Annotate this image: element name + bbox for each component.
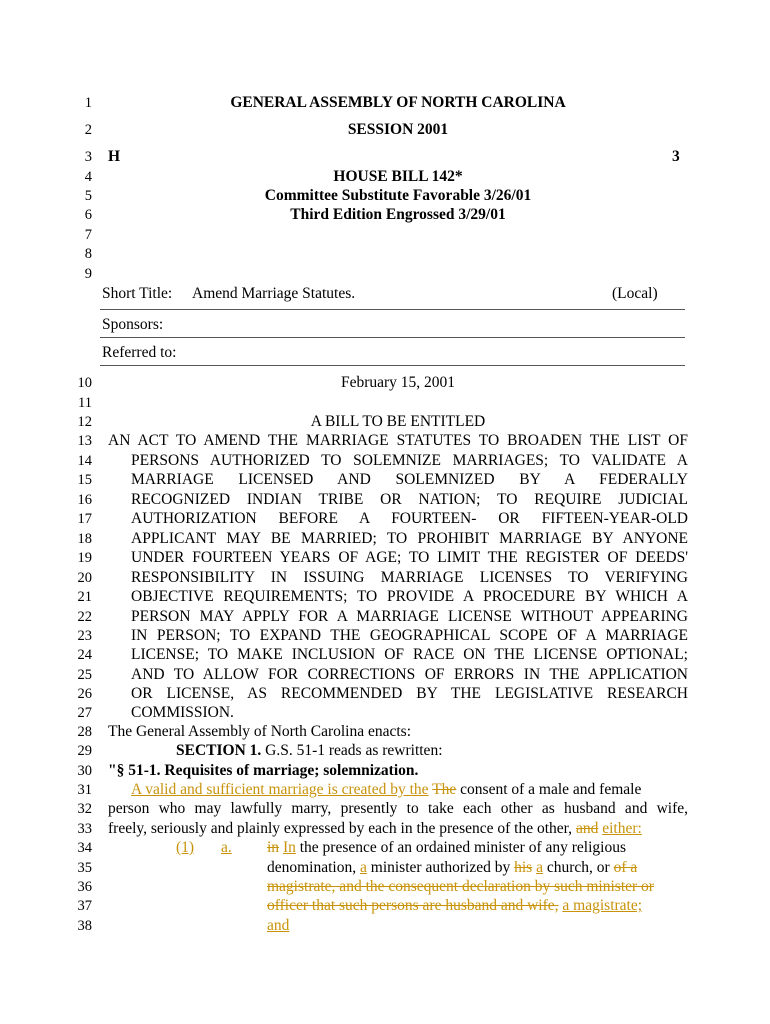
act-title-line: PERSONS AUTHORIZED TO SOLEMNIZE MARRIAGES; TO VALIDATE A	[131, 452, 688, 469]
line-number: 10	[77, 375, 92, 391]
line-number: 12	[77, 414, 92, 430]
statute-text: church, or	[546, 859, 610, 876]
inserted-text: a	[360, 859, 367, 876]
section-1	[176, 742, 443, 760]
statute-line-35	[267, 859, 637, 877]
inserted-text: In	[282, 839, 296, 856]
committee-substitute: Committee Substitute Favorable 3/26/01	[264, 187, 532, 204]
statute-line-38	[267, 917, 289, 935]
act-title-line: AUTHORIZATION BEFORE A FOURTEEN- OR FIFTEEN-YEAR-OLD	[131, 510, 688, 527]
section-text: G.S. 51-1 reads as rewritten:	[265, 742, 443, 759]
act-title-last: COMMISSION.	[131, 704, 234, 721]
line-number: 35	[77, 860, 92, 876]
act-title-line: UNDER FOURTEEN YEARS OF AGE; TO LIMIT THE REGISTER OF DEEDS'	[131, 549, 688, 566]
line-number: 27	[77, 705, 92, 721]
line-number: 29	[77, 743, 92, 759]
deleted-text: his	[514, 859, 533, 876]
local-tag: (Local)	[612, 285, 658, 302]
line-number: 23	[77, 628, 92, 644]
line-number: 19	[77, 550, 92, 566]
page-number: 3	[672, 148, 680, 165]
referred-label: Referred to:	[102, 344, 177, 361]
deleted-text: officer that such persons are husband and wife,	[267, 897, 559, 914]
act-title-line: AN ACT TO AMEND THE MARRIAGE STATUTES TO BROADEN THE LIST OF	[108, 432, 688, 449]
line-number: 21	[77, 589, 92, 605]
statute-text: the presence of an ordained minister of any religious	[299, 839, 626, 856]
statute-line-32: person who may lawfully marry, presently to take each other as husband and wife,	[108, 800, 688, 817]
statute-text: denomination,	[267, 859, 357, 876]
divider	[100, 337, 685, 338]
line-number: 3	[84, 149, 92, 165]
deleted-text: magistrate, and the consequent declaration by such minister or	[267, 878, 654, 895]
act-title-line: AND TO ALLOW FOR CORRECTIONS OF ERRORS IN THE APPLICATION	[131, 666, 688, 683]
act-title-line: RECOGNIZED INDIAN TRIBE OR NATION; TO REQUIRE JUDICIAL	[131, 491, 688, 508]
open-quote: "	[108, 762, 117, 779]
line-number: 7	[84, 227, 92, 243]
line-number: 1	[84, 95, 92, 111]
statute-heading	[108, 762, 418, 780]
line-number: 38	[77, 918, 92, 934]
statute-text: consent of a male and female	[460, 781, 642, 798]
line-number: 36	[77, 879, 92, 895]
inserted-text: and	[267, 917, 290, 934]
line-number: 9	[84, 266, 92, 282]
line-number: 4	[84, 169, 92, 185]
line-number: 24	[77, 647, 92, 663]
statute-line-31	[131, 781, 641, 799]
line-number: 25	[77, 667, 92, 683]
inserted-text: A valid and sufficient marriage is created by the	[131, 781, 429, 798]
short-title-label: Short Title:	[102, 285, 173, 302]
statute-title: § 51-1. Requisites of marriage; solemnization.	[116, 762, 419, 779]
divider	[100, 365, 685, 366]
section-label: SECTION 1.	[176, 742, 262, 759]
sub-item-letter: a.	[221, 839, 232, 856]
line-number: 14	[77, 453, 92, 469]
line-number: 20	[77, 570, 92, 586]
statute-line-36	[267, 878, 654, 896]
divider	[100, 309, 685, 310]
assembly-title: GENERAL ASSEMBLY OF NORTH CAROLINA	[230, 94, 566, 111]
deleted-text: and	[575, 820, 599, 837]
deleted-text: of a	[613, 859, 638, 876]
deleted-text: in	[267, 839, 280, 856]
inserted-text: a	[536, 859, 543, 876]
statute-line-33	[108, 820, 642, 838]
act-title-line: LICENSE; TO MAKE INCLUSION OF RACE ON THE LICENSE OPTIONAL;	[131, 646, 688, 663]
line-number: 26	[77, 686, 92, 702]
act-title-line: IN PERSON; TO EXPAND THE GEOGRAPHICAL SCOPE OF A MARRIAGE	[131, 627, 688, 644]
line-number: 6	[84, 207, 92, 223]
enacting-clause: The General Assembly of North Carolina enacts:	[108, 723, 412, 740]
statute-text: minister authorized by	[370, 859, 511, 876]
session-title: SESSION 2001	[347, 121, 449, 138]
statute-line-37	[267, 897, 642, 915]
line-number: 28	[77, 724, 92, 740]
line-number: 22	[77, 609, 92, 625]
inserted-text: either:	[602, 820, 642, 837]
line-number: 18	[77, 531, 92, 547]
bill-date: February 15, 2001	[340, 374, 456, 391]
line-number: 30	[77, 763, 92, 779]
deleted-text: The	[432, 781, 457, 798]
line-number: 11	[78, 395, 92, 411]
act-title-line: APPLICANT MAY BE MARRIED; TO PROHIBIT MARRIAGE BY ANYONE	[131, 530, 688, 547]
line-number: 2	[84, 122, 92, 138]
line-number: 31	[77, 782, 92, 798]
inserted-text: a magistrate;	[562, 897, 643, 914]
line-number: 17	[77, 511, 92, 527]
line-number: 37	[77, 898, 92, 914]
chamber-letter: H	[108, 148, 121, 165]
line-number: 15	[77, 472, 92, 488]
line-number: 33	[77, 821, 92, 837]
short-title-value: Amend Marriage Statutes.	[192, 285, 356, 302]
line-number: 13	[77, 433, 92, 449]
act-title-line: MARRIAGE LICENSED AND SOLEMNIZED BY A FEDERALLY	[131, 471, 688, 488]
sponsors-label: Sponsors:	[102, 316, 164, 333]
line-number: 8	[84, 246, 92, 262]
act-title-line: PERSON MAY APPLY FOR A MARRIAGE LICENSE WITHOUT APPEARING	[131, 608, 688, 625]
bill-heading: A BILL TO BE ENTITLED	[310, 413, 486, 430]
line-number: 32	[77, 801, 92, 817]
line-number: 16	[77, 492, 92, 508]
bill-number: HOUSE BILL 142*	[333, 168, 463, 185]
act-title-line: OBJECTIVE REQUIREMENTS; TO PROVIDE A PROCEDURE BY WHICH A	[131, 588, 688, 605]
line-number: 34	[77, 840, 92, 856]
act-title-line: RESPONSIBILITY IN ISSUING MARRIAGE LICENSES TO VERIFYING	[131, 569, 688, 586]
subdivision-number: (1)	[176, 839, 195, 856]
edition-line: Third Edition Engrossed 3/29/01	[290, 206, 506, 223]
statute-line-34	[267, 839, 626, 857]
line-number: 5	[84, 188, 92, 204]
act-title-line: OR LICENSE, AS RECOMMENDED BY THE LEGISLATIVE RESEARCH	[131, 685, 688, 702]
statute-text: freely, seriously and plainly expressed by each in the presence of the other,	[108, 820, 573, 837]
